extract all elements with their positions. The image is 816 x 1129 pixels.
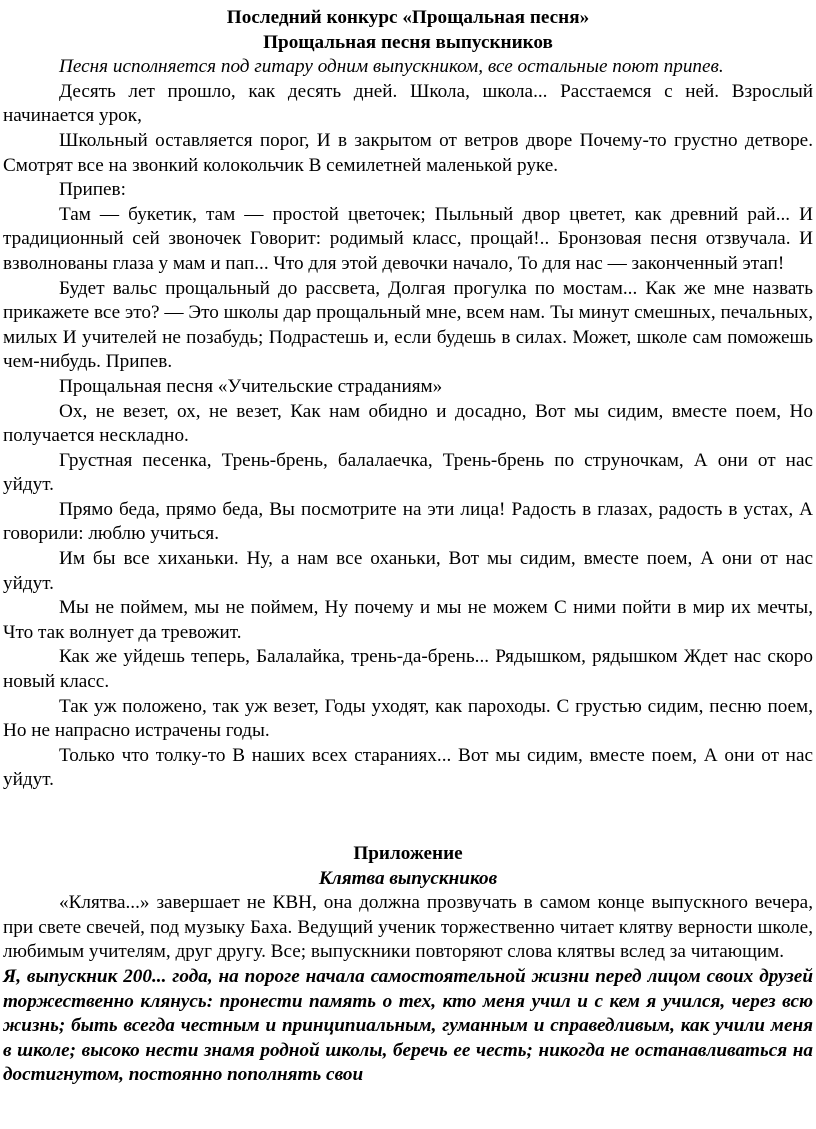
song-paragraph: Так уж положено, так уж везет, Годы уходят, как пароходы. С грустью сидим, песню поем, Но не напрасно истрачены годы. xyxy=(3,695,813,742)
song-paragraph: Прямо беда, прямо беда, Вы посмотрите на эти лица! Радость в глазах, радость в устах, А говорили: люблю учиться. xyxy=(3,498,813,545)
song-paragraph: Грустная песенка, Трень-брень, балалаечка, Трень-брень по струночкам, А они от нас уйдут. xyxy=(3,449,813,496)
song-heading: Прощальная песня «Учительские страданиям» xyxy=(59,375,443,397)
document-title: Последний конкурс «Прощальная песня» xyxy=(226,7,590,28)
song-paragraph: Мы не поймем, мы не поймем, Ну почему и мы не можем С ними пойти в мир их мечты, Что так волнует да тревожит. xyxy=(3,597,813,643)
section-spacer xyxy=(3,793,813,842)
song-paragraph: Только что толку-то В наших всех стараниях... Вот мы сидим, вместе поем, А они от нас уйдут. xyxy=(3,744,813,791)
document-subtitle: Прощальная песня выпускников xyxy=(263,31,553,53)
song-paragraph: Школьный оставляется порог, И в закрытом от ветров дворе Почему-то грустно детворе. Смотрят все на звонкий колокольчик В семилетней маленькой руке. xyxy=(3,129,813,176)
oath-text: Я, выпускник 200... года, на пороге начала самостоятельной жизни перед лицом своих друзей торжественно клянусь: пронести память о тех, кто меня учил и с кем я учился, через всю жизнь; быть всегда честным и принципиальным, гуманным и справедливым, как учили меня в школе; высоко нести знамя родной школы, беречь ее честь; никогда не останавливаться на достигнутом, постоянно пополнять свои xyxy=(3,965,813,1086)
appendix-title: Приложение xyxy=(353,843,463,864)
song-paragraph: Там — букетик, там — простой цветочек; Пыльный двор цветет, как древний рай... И традиционный сей звоночек Говорит: родимый класс, прощай!.. Бронзовая песня отзвучала. И взволнованы глаза у мам и пап... Что для этой девочки начало, То для нас — законченный этап! xyxy=(3,203,813,274)
intro-note: Песня исполняется под гитару одним выпускником, все остальные поют припев. xyxy=(59,56,724,78)
song-paragraph: Им бы все хиханьки. Ну, а нам все оханьки, Вот мы сидим, вместе поем, А они от нас уйдут. xyxy=(3,548,813,594)
chorus-label: Припев: xyxy=(59,179,126,201)
appendix-paragraph: «Клятва...» завершает не КВН, она должна прозвучать в самом конце выпускного вечера, при свете свечей, под музыку Баха. Ведущий ученик торжественно читает клятву верности школе, любимым учителям, друг другу. Все; выпускники повторяют слова клятвы вслед за читающим. xyxy=(3,892,813,963)
song-paragraph: Ох, не везет, ох, не везет, Как нам обидно и досадно, Вот мы сидим, вместе поем, Но получается нескладно. xyxy=(3,400,813,447)
song-paragraph: Десять лет прошло, как десять дней. Школа, школа... Расстаемся с ней. Взрослый начинается урок, xyxy=(3,80,813,127)
song-paragraph: Будет вальс прощальный до рассвета, Долгая прогулка по мостам... Как же мне назвать прикажете все это? — Это школы дар прощальный мне, всем нам. Ты минут смешных, печальных, милых И учителей не позабудь; Подрастешь и, если будешь в силах. Может, школе сам поможешь чем-нибудь. Припев. xyxy=(3,277,813,373)
appendix-subtitle: Клятва выпускников xyxy=(318,867,498,889)
song-paragraph: Как же уйдешь теперь, Балалайка, трень-да-брень... Рядышком, рядышком Ждет нас скоро новый класс. xyxy=(3,646,813,693)
